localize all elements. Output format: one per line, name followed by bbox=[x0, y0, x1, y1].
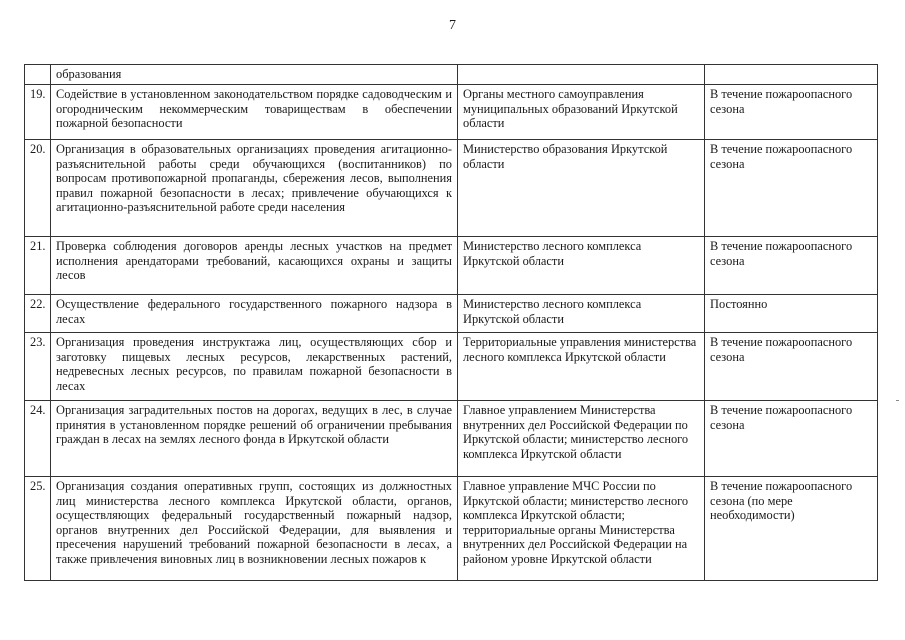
row-deadline: В течение пожароопасного сезона bbox=[705, 333, 878, 401]
table-row bbox=[25, 333, 878, 401]
row-description: Осуществление федерального государственного пожарного надзора в лесах bbox=[51, 295, 458, 333]
table-row bbox=[25, 65, 878, 85]
row-responsible: Главное управление МЧС России по Иркутской области; министерство лесного комплекса Иркутской области; территориальные органы Министерства внутренних дел Российской Федерации на районом уровне Иркутской области bbox=[458, 477, 705, 581]
row-description: Проверка соблюдения договоров аренды лесных участков на предмет исполнения арендаторами требований, касающихся охраны и защиты лесов bbox=[51, 237, 458, 295]
row-number bbox=[25, 65, 51, 85]
table-row bbox=[25, 85, 878, 140]
table-row bbox=[25, 295, 878, 333]
row-description: Организация заградительных постов на дорогах, ведущих в лес, в случае принятия в установленном порядке решений об ограничении пребывания граждан в лесах на землях лесного фонда в Иркутской области bbox=[51, 401, 458, 477]
page-number: 7 bbox=[449, 18, 456, 33]
row-number: 23. bbox=[25, 333, 51, 401]
row-deadline: В течение пожароопасного сезона bbox=[705, 401, 878, 477]
row-number: 25. bbox=[25, 477, 51, 581]
measures-table bbox=[24, 64, 878, 581]
row-responsible: Территориальные управления министерства лесного комплекса Иркутской области bbox=[458, 333, 705, 401]
row-deadline: В течение пожароопасного сезона (по мере необходимости) bbox=[705, 477, 878, 581]
row-number: 19. bbox=[25, 85, 51, 140]
row-description: Организация создания оперативных групп, состоящих из должностных лиц министерства лесного комплекса Иркутской области, органов, осуществляющих федеральный государственный пожарный надзор, органов внутренних дел Российской Федерации, для выявления и пресечения нарушений требований пожарной безопасности в лесах, а также привлечения виновных лиц в возникновении лесных пожаров к bbox=[51, 477, 458, 581]
row-responsible: Министерство лесного комплекса Иркутской области bbox=[458, 237, 705, 295]
table-row bbox=[25, 477, 878, 581]
row-number: 22. bbox=[25, 295, 51, 333]
table-row bbox=[25, 140, 878, 237]
row-deadline: В течение пожароопасного сезона bbox=[705, 237, 878, 295]
row-deadline: Постоянно bbox=[705, 295, 878, 333]
row-responsible bbox=[458, 65, 705, 85]
row-deadline: В течение пожароопасного сезона bbox=[705, 85, 878, 140]
table-row bbox=[25, 237, 878, 295]
row-deadline bbox=[705, 65, 878, 85]
row-responsible: Органы местного самоуправления муниципальных образований Иркутской области bbox=[458, 85, 705, 140]
row-deadline: В течение пожароопасного сезона bbox=[705, 140, 878, 237]
row-responsible: Министерство лесного комплекса Иркутской области bbox=[458, 295, 705, 333]
table-row bbox=[25, 401, 878, 477]
row-description: Организация проведения инструктажа лиц, осуществляющих сбор и заготовку пищевых лесных ресурсов, лекарственных растений, недревесных лесных ресурсов, по правилам пожарной безопасности в лесах bbox=[51, 333, 458, 401]
row-number: 20. bbox=[25, 140, 51, 237]
row-description: Организация в образовательных организациях проведения агитационно-разъяснительной работы среди обучающихся (воспитанников) по вопросам противопожарной пропаганды, сбережения лесов, выполнения правил пожарной безопасности в лесах; привлечение обучающихся к агитационно-разъяснительной работе среди населения bbox=[51, 140, 458, 237]
row-description: Содействие в установленном законодательством порядке садоводческим и огородническим некоммерческим товариществам в обеспечении пожарной безопасности bbox=[51, 85, 458, 140]
row-responsible: Главное управлением Министерства внутренних дел Российской Федерации по Иркутской области; министерство лесного комплекса Иркутской области bbox=[458, 401, 705, 477]
row-responsible: Министерство образования Иркутской области bbox=[458, 140, 705, 237]
scan-mark bbox=[896, 400, 899, 401]
row-number: 24. bbox=[25, 401, 51, 477]
row-description: образования bbox=[51, 65, 458, 85]
row-number: 21. bbox=[25, 237, 51, 295]
